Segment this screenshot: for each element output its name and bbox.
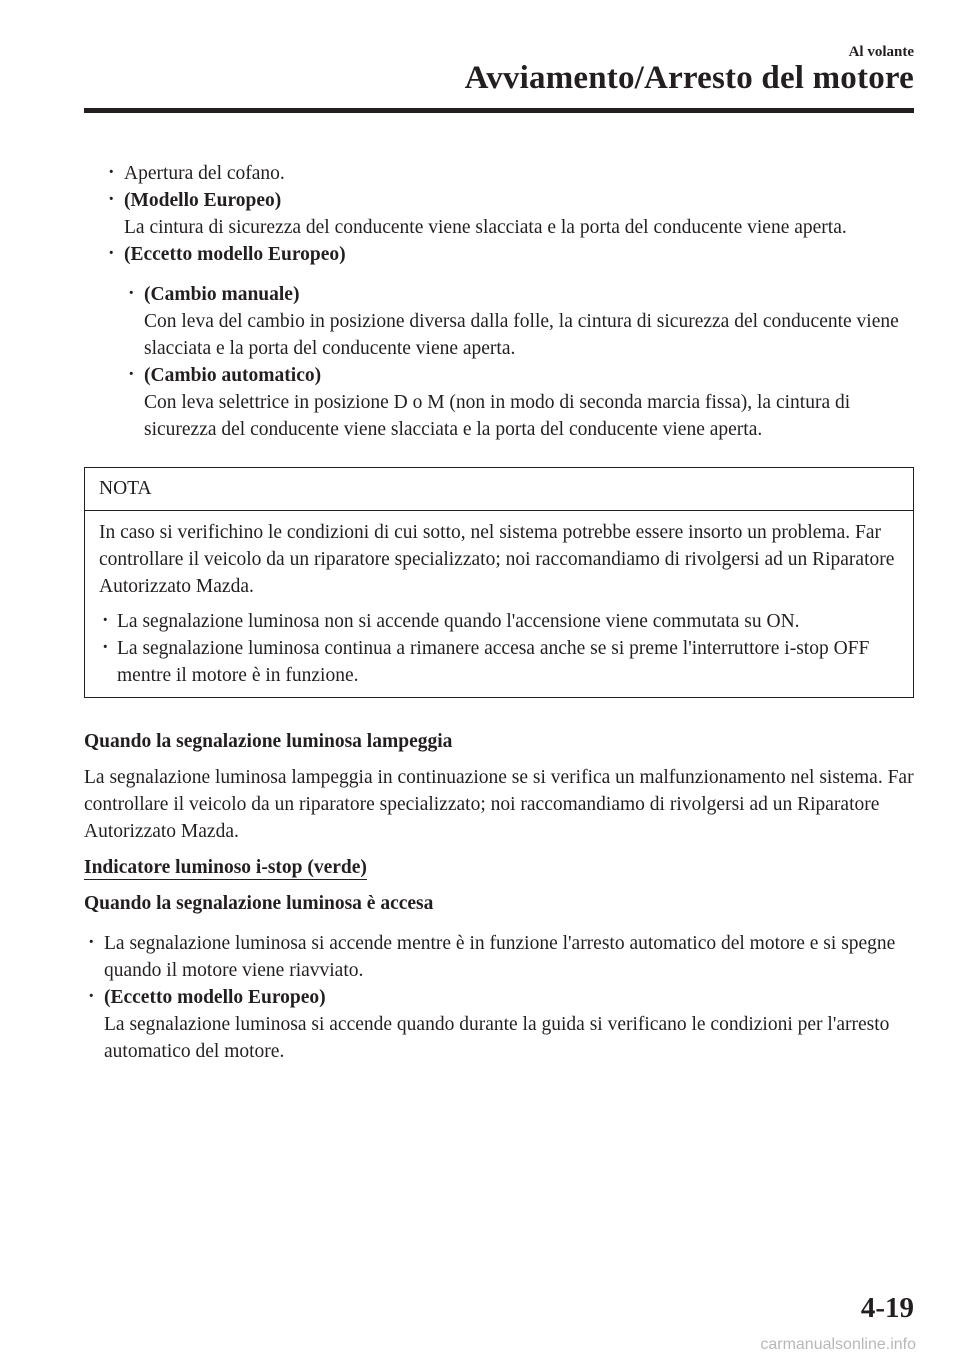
note-item: · La segnalazione luminosa non si accende quando l'accensione viene commutata su ON. bbox=[99, 608, 899, 635]
header-rule bbox=[84, 108, 914, 113]
note-title: NOTA bbox=[85, 468, 913, 511]
list-item bbox=[84, 930, 914, 984]
list-item-label: · (Eccetto modello Europeo) bbox=[124, 244, 346, 265]
istop-list bbox=[84, 930, 914, 1065]
list-item-label: · (Eccetto modello Europeo) bbox=[104, 987, 326, 1008]
list-item-label: · (Modello Europeo) bbox=[124, 190, 282, 211]
section-label: Al volante bbox=[848, 44, 914, 60]
list-item-text: · La segnalazione luminosa si accende mentre è in funzione l'arresto automatico del motore e si spegne quando il motore viene riavviato. bbox=[104, 933, 896, 981]
list-item bbox=[84, 241, 914, 268]
watermark: carmanualsonline.info bbox=[760, 1336, 916, 1353]
note-item: · La segnalazione luminosa continua a rimanere accesa anche se si preme l'interruttore i-stop OFF mentre il motore è in funzione. bbox=[99, 635, 899, 689]
istop-heading bbox=[84, 854, 914, 881]
list-item bbox=[84, 160, 914, 187]
blink-heading: Quando la segnalazione luminosa lampeggia bbox=[84, 731, 453, 752]
list-item bbox=[84, 984, 914, 1065]
note-box bbox=[84, 467, 914, 698]
blink-paragraph: La segnalazione luminosa lampeggia in continuazione se si verifica un malfunzionamento nel sistema. Far controllare il veicolo da un riparatore specializzato; noi raccomandiamo di rivolgersi ad un Riparatore Autorizzato Mazda. bbox=[84, 767, 914, 842]
page-content bbox=[84, 160, 914, 1065]
sub-list-item-label: · (Cambio manuale) bbox=[144, 284, 300, 305]
note-body bbox=[85, 511, 913, 697]
page-title: Avviamento/Arresto del motore bbox=[464, 60, 914, 96]
list-item-text: La segnalazione luminosa si accende quando durante la guida si verificano le condizioni per l'arresto automatico del motore. bbox=[104, 1014, 890, 1062]
list-item-text: Apertura del cofano. bbox=[124, 163, 285, 184]
list-item bbox=[84, 187, 914, 241]
note-intro: In caso si verifichino le condizioni di cui sotto, nel sistema potrebbe essere insorto un problema. Far controllare il veicolo da un riparatore specializzato; noi raccomandiamo di rivolgersi ad un Riparatore Autorizzato Mazda. bbox=[99, 522, 895, 597]
istop-heading-text: Indicatore luminoso i-stop (verde) bbox=[84, 857, 367, 878]
list-item-text: La cintura di sicurezza del conducente viene slacciata e la porta del conducente viene aperta. bbox=[124, 217, 847, 238]
sub-list-item-text: Con leva selettrice in posizione D o M (non in modo di seconda marcia fissa), la cintura di sicurezza del conducente viene slacciata e la porta del conducente viene aperta. bbox=[144, 392, 851, 440]
sub-list-item-text: Con leva del cambio in posizione diversa dalla folle, la cintura di sicurezza del conducente viene slacciata e la porta del conducente viene aperta. bbox=[144, 311, 899, 359]
page-number: 4-19 bbox=[860, 1292, 914, 1324]
sub-list-item bbox=[84, 362, 914, 443]
istop-subheading: Quando la segnalazione luminosa è accesa bbox=[84, 893, 434, 914]
sub-list-item bbox=[84, 281, 914, 362]
sub-list-item-label: · (Cambio automatico) bbox=[144, 365, 322, 386]
